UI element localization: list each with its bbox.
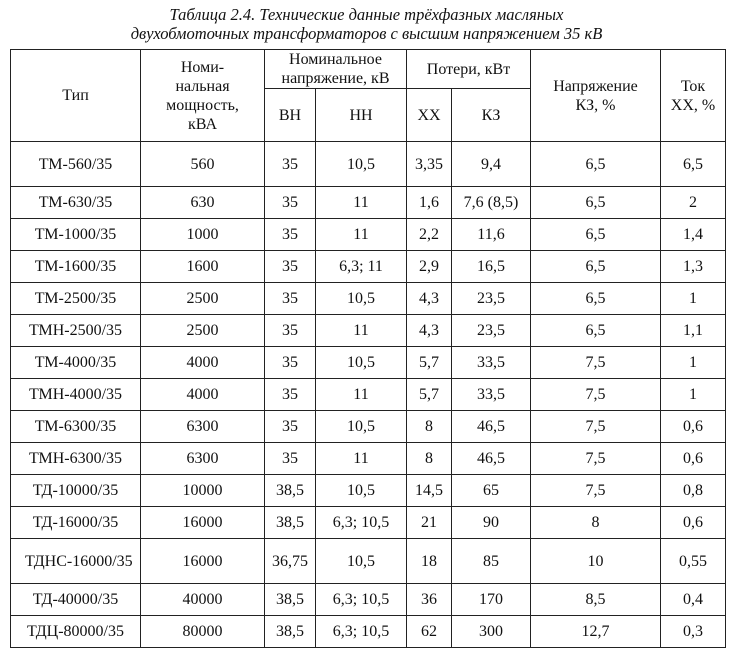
cell-ukz: 7,5: [531, 443, 661, 475]
cell-type: ТМ-6300/35: [11, 411, 141, 443]
cell-ixx: 1,3: [661, 251, 726, 283]
cell-ukz: 10: [531, 539, 661, 584]
cell-type: ТМ-4000/35: [11, 347, 141, 379]
cell-type: ТДЦ-80000/35: [11, 616, 141, 648]
cell-kz: 9,4: [452, 142, 531, 187]
cell-ixx: 0,8: [661, 475, 726, 507]
cell-ixx: 1: [661, 379, 726, 411]
caption-line-1: Таблица 2.4. Технические данные трёхфазных масляных: [169, 5, 564, 24]
header-vn: ВН: [265, 89, 316, 142]
cell-power: 630: [141, 187, 265, 219]
cell-type: ТД-16000/35: [11, 507, 141, 539]
cell-ixx: 1: [661, 283, 726, 315]
table-row: [11, 219, 726, 251]
cell-vn: 35: [265, 411, 316, 443]
cell-vn: 35: [265, 219, 316, 251]
cell-vn: 35: [265, 379, 316, 411]
cell-power: 6300: [141, 411, 265, 443]
cell-nn: 11: [316, 219, 407, 251]
table-row: [11, 616, 726, 648]
cell-nn: 11: [316, 187, 407, 219]
cell-ukz: 6,5: [531, 142, 661, 187]
cell-power: 2500: [141, 315, 265, 347]
header-kz: КЗ: [452, 89, 531, 142]
header-power-line-4: кВА: [188, 115, 217, 133]
cell-xx: 8: [407, 443, 452, 475]
cell-nn: 11: [316, 315, 407, 347]
cell-type: ТМ-1600/35: [11, 251, 141, 283]
cell-ukz: 6,5: [531, 283, 661, 315]
cell-ixx: 0,6: [661, 443, 726, 475]
cell-kz: 16,5: [452, 251, 531, 283]
cell-xx: 62: [407, 616, 452, 648]
cell-kz: 7,6 (8,5): [452, 187, 531, 219]
cell-vn: 38,5: [265, 475, 316, 507]
cell-xx: 14,5: [407, 475, 452, 507]
cell-nn: 10,5: [316, 475, 407, 507]
cell-xx: 3,35: [407, 142, 452, 187]
cell-power: 2500: [141, 283, 265, 315]
cell-kz: 65: [452, 475, 531, 507]
cell-xx: 1,6: [407, 187, 452, 219]
header-type: Тип: [11, 50, 141, 142]
table-row: [11, 251, 726, 283]
cell-kz: 11,6: [452, 219, 531, 251]
header-ixx-line-2: ХХ, %: [670, 96, 716, 114]
cell-power: 10000: [141, 475, 265, 507]
cell-xx: 4,3: [407, 315, 452, 347]
cell-ixx: 0,4: [661, 584, 726, 616]
cell-type: ТД-40000/35: [11, 584, 141, 616]
cell-vn: 38,5: [265, 584, 316, 616]
cell-ukz: 6,5: [531, 219, 661, 251]
header-power-line-2: нальная: [175, 77, 230, 95]
caption-line-2: двухобмоточных трансформаторов с высшим напряжением 35 кВ: [130, 24, 603, 43]
cell-nn: 11: [316, 379, 407, 411]
table-row: [11, 584, 726, 616]
transformer-table: [10, 49, 726, 648]
cell-ixx: 0,6: [661, 411, 726, 443]
cell-xx: 5,7: [407, 379, 452, 411]
cell-vn: 35: [265, 443, 316, 475]
cell-xx: 18: [407, 539, 452, 584]
cell-nn: 6,3; 10,5: [316, 507, 407, 539]
header-voltage-line-2: напряжение, кВ: [281, 70, 390, 87]
header-ukz-line-2: КЗ, %: [575, 96, 616, 114]
header-voltage-line-1: Номинальное: [289, 51, 382, 68]
cell-xx: 36: [407, 584, 452, 616]
cell-type: ТДНС-16000/35: [11, 539, 141, 584]
cell-xx: 21: [407, 507, 452, 539]
cell-type: ТМ-560/35: [11, 142, 141, 187]
cell-ukz: 7,5: [531, 379, 661, 411]
cell-ukz: 7,5: [531, 411, 661, 443]
cell-type: ТД-10000/35: [11, 475, 141, 507]
cell-type: ТМН-4000/35: [11, 379, 141, 411]
cell-kz: 300: [452, 616, 531, 648]
cell-ukz: 7,5: [531, 347, 661, 379]
cell-power: 4000: [141, 379, 265, 411]
table-row: [11, 443, 726, 475]
cell-xx: 4,3: [407, 283, 452, 315]
cell-type: ТМН-2500/35: [11, 315, 141, 347]
cell-xx: 2,9: [407, 251, 452, 283]
cell-vn: 35: [265, 283, 316, 315]
cell-kz: 33,5: [452, 347, 531, 379]
header-ukz: [531, 50, 661, 142]
table-row: [11, 142, 726, 187]
cell-xx: 2,2: [407, 219, 452, 251]
header-voltage: [265, 50, 407, 89]
table-row: [11, 283, 726, 315]
cell-ukz: 8: [531, 507, 661, 539]
cell-ixx: 0,6: [661, 507, 726, 539]
cell-kz: 90: [452, 507, 531, 539]
cell-ixx: 6,5: [661, 142, 726, 187]
table-row: [11, 187, 726, 219]
cell-nn: 10,5: [316, 347, 407, 379]
cell-ukz: 6,5: [531, 251, 661, 283]
cell-type: ТМ-630/35: [11, 187, 141, 219]
cell-nn: 6,3; 10,5: [316, 584, 407, 616]
cell-nn: 10,5: [316, 283, 407, 315]
cell-xx: 8: [407, 411, 452, 443]
cell-ixx: 1,1: [661, 315, 726, 347]
cell-ukz: 7,5: [531, 475, 661, 507]
table-row: [11, 347, 726, 379]
cell-type: ТМ-2500/35: [11, 283, 141, 315]
cell-ukz: 8,5: [531, 584, 661, 616]
table-caption: [0, 5, 733, 43]
cell-ixx: 0,55: [661, 539, 726, 584]
cell-ukz: 12,7: [531, 616, 661, 648]
cell-kz: 46,5: [452, 443, 531, 475]
cell-power: 16000: [141, 507, 265, 539]
cell-nn: 10,5: [316, 142, 407, 187]
cell-vn: 38,5: [265, 507, 316, 539]
cell-nn: 11: [316, 443, 407, 475]
table-row: [11, 539, 726, 584]
cell-ixx: 2: [661, 187, 726, 219]
cell-power: 80000: [141, 616, 265, 648]
cell-kz: 85: [452, 539, 531, 584]
cell-ixx: 0,3: [661, 616, 726, 648]
table-row: [11, 315, 726, 347]
cell-vn: 38,5: [265, 616, 316, 648]
table-row: [11, 411, 726, 443]
cell-kz: 46,5: [452, 411, 531, 443]
cell-power: 1000: [141, 219, 265, 251]
header-power-line-1: Номи-: [180, 58, 225, 76]
cell-power: 4000: [141, 347, 265, 379]
header-power: [141, 50, 265, 142]
cell-nn: 6,3; 11: [316, 251, 407, 283]
table-row: [11, 475, 726, 507]
cell-nn: 10,5: [316, 411, 407, 443]
cell-power: 40000: [141, 584, 265, 616]
cell-power: 16000: [141, 539, 265, 584]
header-losses: Потери, кВт: [407, 50, 531, 89]
cell-type: ТМ-1000/35: [11, 219, 141, 251]
header-xx: ХХ: [407, 89, 452, 142]
cell-ukz: 6,5: [531, 315, 661, 347]
cell-kz: 23,5: [452, 283, 531, 315]
cell-xx: 5,7: [407, 347, 452, 379]
table-row: [11, 507, 726, 539]
cell-nn: 10,5: [316, 539, 407, 584]
cell-ixx: 1,4: [661, 219, 726, 251]
header-ixx-line-1: Ток: [680, 77, 706, 95]
cell-power: 6300: [141, 443, 265, 475]
cell-vn: 35: [265, 142, 316, 187]
header-ukz-line-1: Напряжение: [553, 77, 638, 95]
cell-type: ТМН-6300/35: [11, 443, 141, 475]
cell-vn: 35: [265, 347, 316, 379]
cell-vn: 35: [265, 251, 316, 283]
header-power-line-3: мощность,: [166, 96, 239, 114]
header-ixx: [661, 50, 726, 142]
cell-ixx: 1: [661, 347, 726, 379]
cell-nn: 6,3; 10,5: [316, 616, 407, 648]
cell-kz: 23,5: [452, 315, 531, 347]
cell-kz: 33,5: [452, 379, 531, 411]
header-nn: НН: [316, 89, 407, 142]
cell-ukz: 6,5: [531, 187, 661, 219]
cell-power: 560: [141, 142, 265, 187]
cell-power: 1600: [141, 251, 265, 283]
table-row: [11, 379, 726, 411]
cell-vn: 35: [265, 315, 316, 347]
cell-vn: 36,75: [265, 539, 316, 584]
cell-vn: 35: [265, 187, 316, 219]
cell-kz: 170: [452, 584, 531, 616]
